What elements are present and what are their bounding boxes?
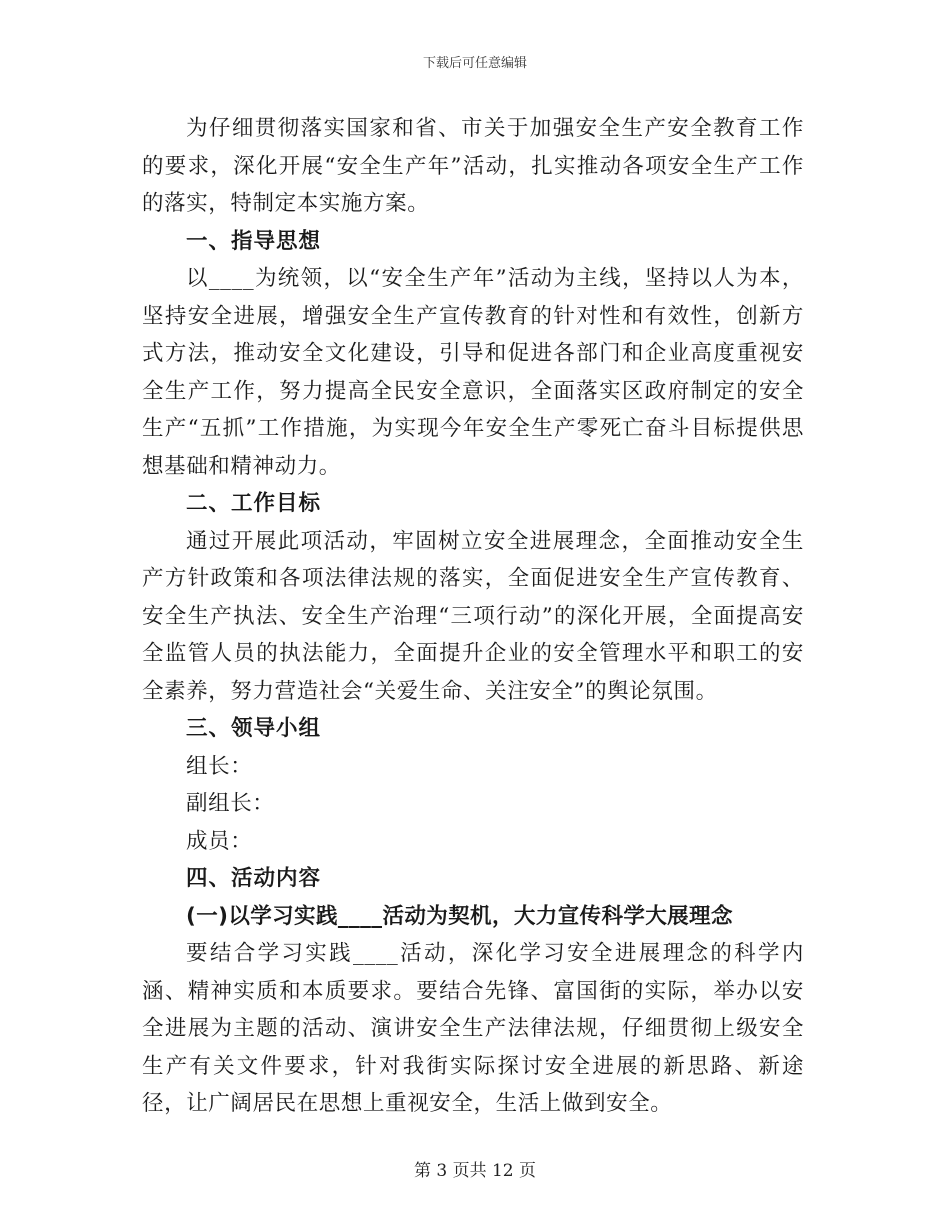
leader-line: 组长： — [186, 753, 253, 779]
section-1-paragraph: 以____为统领，以“安全生产年”活动为主线，坚持以人为本，坚持安全进展，增强安全生产宣传教育的针对性和有效性，创新方式方法，推动安全文化建设，引导和促进各部门和企业高度重视安全生产工作，努力提高全民安全意识，全面落实区政府制定的安全生产“五抓”工作措施，为实现今年安全生产零死亡奋斗目标提供思想基础和精神动力。 — [142, 266, 804, 479]
page-header: 下载后可任意编辑 — [422, 56, 527, 71]
deputy-leader-line: 副组长： — [186, 791, 275, 816]
members-line: 成员： — [186, 828, 253, 854]
section-2-title: 二、工作目标 — [186, 491, 322, 516]
section-2-paragraph: 通过开展此项活动，牢固树立安全进展理念，全面推动安全生产方针政策和各项法律法规的落实，全面促进安全生产宣传教育、安全生产执法、安全生产治理“三项行动”的深化开展，全面提高安全监管人员的执法能力，全面提升企业的安全管理水平和职工的安全素养，努力营造社会“关爱生命、关注安全”的舆论氛围。 — [142, 528, 804, 704]
section-1-title: 一、指导思想 — [186, 228, 322, 254]
intro-paragraph: 为仔细贯彻落实国家和省、市关于加强安全生产安全教育工作的要求，深化开展“安全生产年”活动，扎实推动各项安全生产工作的落实，特制定本实施方案。 — [142, 116, 804, 216]
section-4-title: 四、活动内容 — [186, 866, 322, 891]
section-3-title: 三、领导小组 — [186, 716, 322, 741]
page-footer: 第 3 页共 12 页 — [413, 1161, 537, 1181]
subsection-1-title: (一)以学习实践____活动为契机，大力宣传科学大展理念 — [186, 903, 733, 929]
document-body — [142, 110, 804, 1123]
subsection-1-paragraph: 要结合学习实践____活动，深化学习安全进展理念的科学内涵、精神实质和本质要求。要结合先锋、富国街的实际，举办以安全进展为主题的活动、演讲安全生产法律法规，仔细贯彻上级安全生产有关文件要求，针对我街实际探讨安全进展的新思路、新途径，让广阔居民在思想上重视安全，生活上做到安全。 — [142, 941, 804, 1116]
